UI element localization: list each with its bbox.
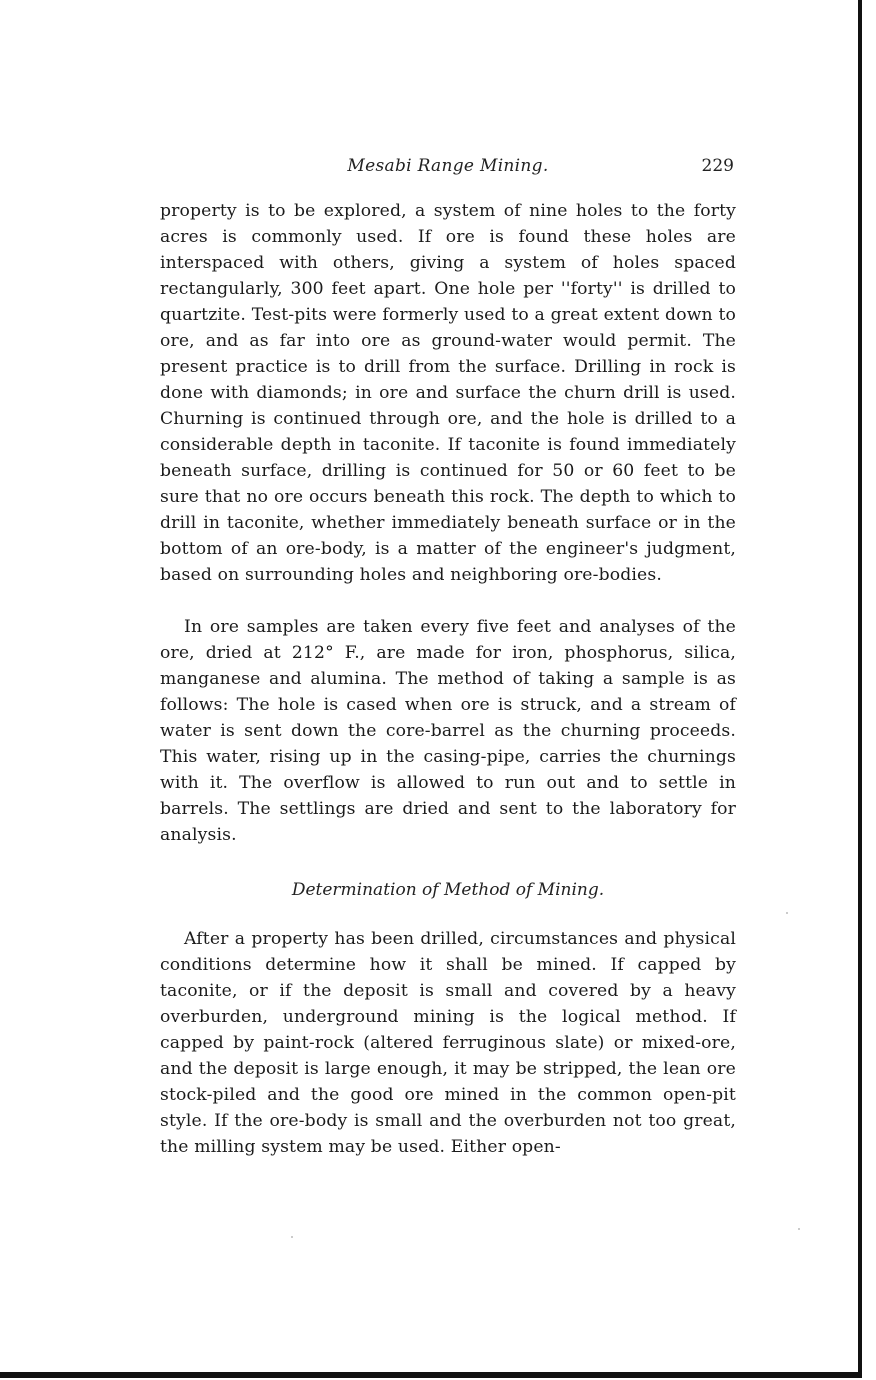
- section-heading: Determination of Method of Mining.: [291, 880, 605, 900]
- running-title: Mesabi Range Mining.: [347, 156, 549, 176]
- page-edge-right: [858, 0, 862, 1378]
- paragraph-method-of-mining: After a property has been drilled, circumstances and physical conditions determine how it shall be mined. If capped by taconite, or if the deposit is small and covered by a heavy overburden, underground mining is the logical method. If capped by paint-rock (altered ferruginous slate) or mixed-ore, and the deposit is large enough, it may be stripped, the lean ore stock-piled and the good ore mined in the common open-pit style. If the ore-body is small and the overburden not too great, the milling system may be used. Either open-: [160, 929, 736, 1157]
- page-number: 229: [701, 156, 734, 176]
- paragraph-exploration-drilling: property is to be explored, a system of nine holes to the forty acres is commonly used. If ore is found these holes are interspaced with others, giving a system of holes spaced rectangularly, 300 feet apart. One hole per ''forty'' is drilled to quartzite. Test-pits were formerly used to a great extent down to ore, and as far into ore as ground-water would permit. The present practice is to drill from the surface. Drilling in rock is done with diamonds; in ore and surface the churn drill is used. Churning is continued through ore, and the hole is drilled to a considerable depth in taconite. If taconite is found immediately beneath surface, drilling is continued for 50 or 60 feet to be sure that no ore occurs beneath this rock. The depth to which to drill in taconite, whether immediately beneath surface or in the bottom of an ore-body, is a matter of the engineer's judgment, based on surrounding holes and neighboring ore-bodies.: [160, 201, 736, 585]
- paper-speck: [786, 912, 788, 914]
- paragraph-ore-samples: In ore samples are taken every five feet and analyses of the ore, dried at 212° F., are made for iron, phosphorus, silica, manganese and alumina. The method of taking a sample is as follows: The hole is cased when ore is struck, and a stream of water is sent down the core-barrel as the churning proceeds. This water, rising up in the casing-pipe, carries the churnings with it. The overflow is allowed to run out and to settle in barrels. The settlings are dried and sent to the laboratory for analysis.: [160, 617, 736, 845]
- page-edge-bottom: [0, 1372, 862, 1378]
- page-header: [160, 156, 736, 182]
- body-text-sampling: [160, 614, 736, 848]
- body-text-method: [160, 926, 736, 1160]
- paper-speck: [291, 1236, 293, 1238]
- body-text-continued: [160, 198, 736, 588]
- paper-speck: [798, 1228, 800, 1230]
